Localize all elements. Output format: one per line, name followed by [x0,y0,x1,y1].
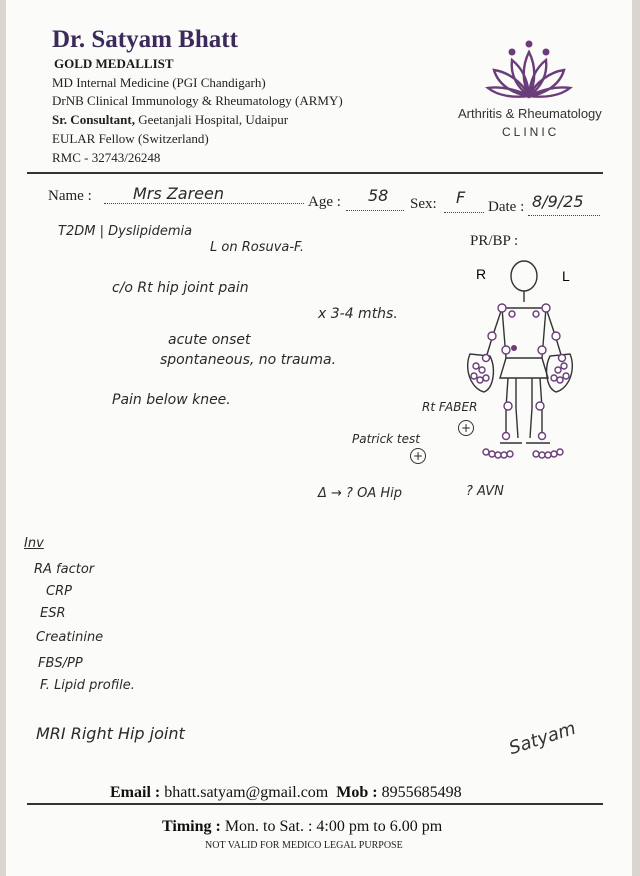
onset-line-1: acute onset [168,332,251,348]
registration-number: RMC - 32743/26248 [52,150,161,165]
pain-note: Pain below knee. [112,392,231,408]
award: GOLD MEDALLIST [54,56,174,71]
patient-name: Mrs Zareen [133,184,224,203]
investigations-title: Inv [24,536,44,551]
investigation-item: ESR [40,606,66,621]
faber-test: Rt FABER [422,400,478,414]
email-line [110,784,462,802]
patient-age: 58 [368,186,389,205]
investigation-item: CRP [46,584,72,599]
diagnosis: Δ → ? OA Hip [318,486,402,501]
timing-label: Timing : [162,818,221,835]
footer-divider [27,803,603,805]
header-divider [27,172,603,174]
complaint: c/o Rt hip joint pain [112,280,249,296]
patrick-result: + [410,448,426,464]
history-line-1: T2DM | Dyslipidemia [58,224,193,239]
patrick-test: Patrick test [352,432,420,446]
visit-date: 8/9/25 [532,192,584,211]
qualification-1: MD Internal Medicine (PGI Chandigarh) [52,75,266,90]
investigation-item: RA factor [34,562,95,577]
qualification-fellow: EULAR Fellow (Switzerland) [52,131,209,146]
age-line [346,210,404,211]
mobile-number[interactable]: 8955685498 [381,784,462,801]
investigation-item: F. Lipid profile. [40,678,135,693]
name-line [104,203,304,204]
position-label: Sr. Consultant, [52,112,135,127]
qualification-2: DrNB Clinical Immunology & Rheumatology (ARMY) [52,93,343,108]
diagnosis-2: ? AVN [466,484,504,499]
faber-result: + [458,420,474,436]
age-label: Age : [308,194,341,210]
email-label: Email : [110,784,161,801]
email-address[interactable]: bhatt.satyam@gmail.com [164,784,329,801]
clinic-sub: CLINIC [502,125,560,139]
diagram-left-label: L [562,268,570,284]
position [52,112,288,128]
investigation-item: FBS/PP [38,656,83,671]
joint-diagram-icon [460,258,580,468]
doctor-signature: Satyam [506,717,579,760]
prbp-label: PR/BP : [470,233,519,249]
clinic-name: Arthritis & Rheumatology [458,106,602,121]
duration: x 3-4 mths. [318,306,398,322]
lotus-logo-icon [484,36,574,102]
onset-line-2: spontaneous, no trauma. [160,352,337,368]
date-label: Date : [488,199,525,215]
sex-label: Sex: [410,196,437,212]
date-line [528,215,600,216]
hospital: Geetanjali Hospital, Udaipur [138,112,289,127]
mri-request: MRI Right Hip joint [36,724,185,743]
timing-line [162,818,442,836]
doctor-name: Dr. Satyam Bhatt [52,26,238,53]
sex-line [444,212,484,213]
investigation-item: Creatinine [36,630,104,645]
mobile-label: Mob : [336,784,378,801]
history-line-2: L on Rosuva-F. [210,240,304,255]
diagram-right-label: R [476,266,487,282]
name-label: Name : [48,188,92,204]
patient-sex: F [456,188,466,207]
disclaimer: NOT VALID FOR MEDICO LEGAL PURPOSE [205,840,403,851]
timing-value: Mon. to Sat. : 4:00 pm to 6.00 pm [224,818,443,835]
